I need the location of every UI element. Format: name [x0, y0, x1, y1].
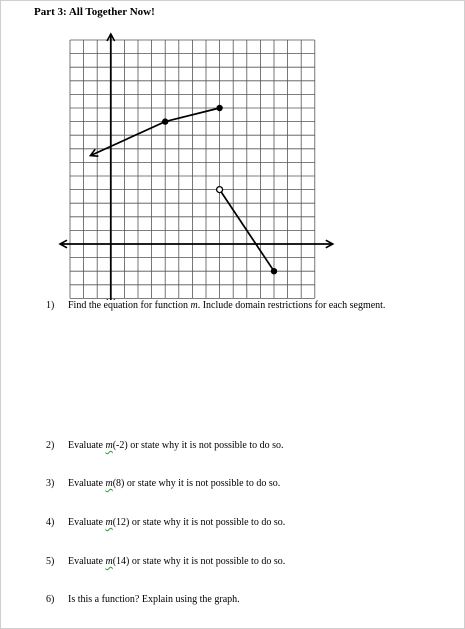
question-1 — [46, 300, 385, 311]
coordinate-graph — [0, 0, 465, 300]
question-number: 5) — [46, 556, 55, 567]
question-text-after: (8) or state why it is not possible to do so. — [112, 478, 281, 489]
question-number: 4) — [46, 517, 55, 528]
page-title: Part 3: All Together Now! — [34, 6, 155, 18]
question-number: 3) — [46, 478, 55, 489]
open-endpoint — [217, 187, 223, 193]
question-3 — [46, 478, 280, 489]
question-text-after: (12) or state why it is not possible to do so. — [112, 517, 286, 528]
question-5 — [46, 556, 285, 567]
function-name: m — [105, 517, 113, 528]
function-name: m — [105, 440, 113, 451]
question-number: 6) — [46, 594, 55, 605]
question-text-before: Evaluate — [68, 517, 106, 528]
question-text-after: (-2) or state why it is not possible to do so. — [112, 440, 284, 451]
question-text-before: Evaluate — [68, 478, 106, 489]
function-name: m — [105, 478, 113, 489]
closed-endpoint — [216, 105, 222, 111]
question-text-before: Find the equation for function — [68, 300, 191, 311]
function-name: m — [190, 300, 198, 311]
question-text-before: Evaluate — [68, 440, 106, 451]
question-text: Is this a function? Explain using the graph. — [68, 594, 240, 605]
question-6 — [46, 594, 240, 605]
vertex-point — [162, 118, 168, 124]
function-name: m — [105, 556, 113, 567]
question-2 — [46, 440, 284, 451]
question-text-before: Evaluate — [68, 556, 106, 567]
question-4 — [46, 517, 285, 528]
question-number: 1) — [46, 300, 55, 311]
closed-endpoint — [271, 268, 277, 274]
question-number: 2) — [46, 440, 55, 451]
question-text-after: (14) or state why it is not possible to do so. — [112, 556, 286, 567]
question-text-after: . Include domain restrictions for each segment. — [197, 300, 386, 311]
